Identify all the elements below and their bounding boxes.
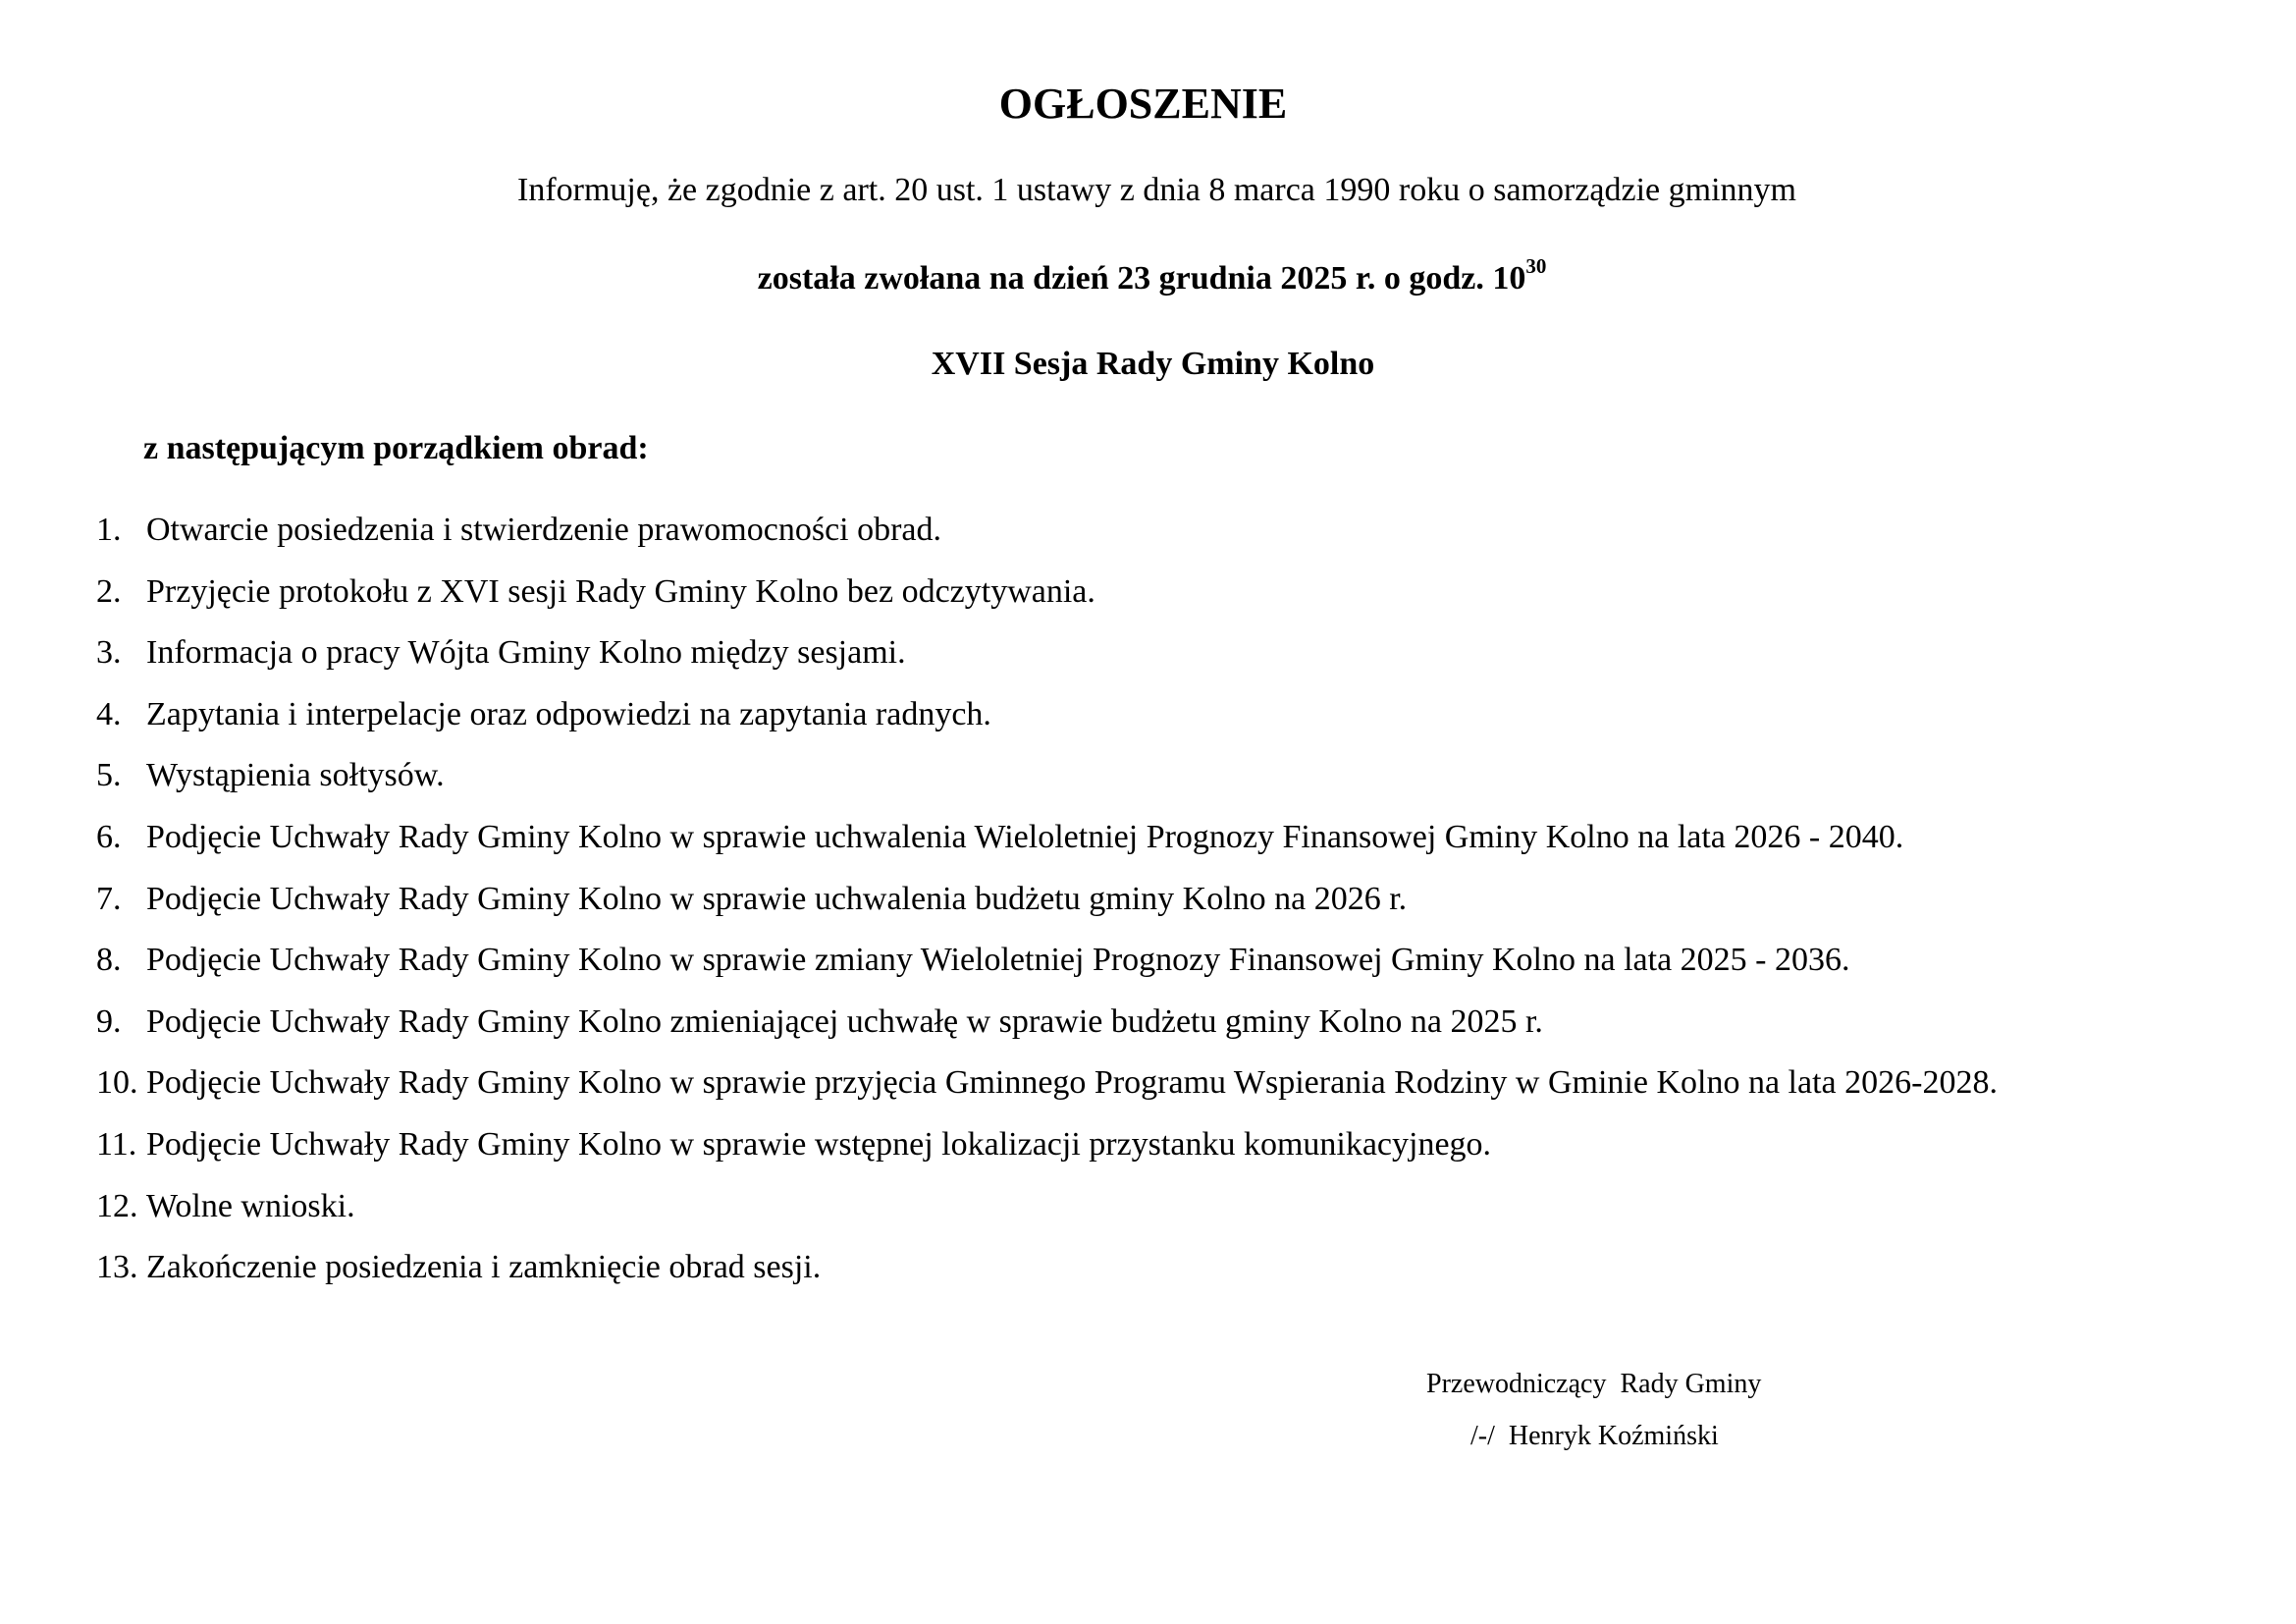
session-time-minutes: 30 [1525,253,1547,278]
agenda-item-text: Wystąpienia sołtysów. [146,757,445,794]
signature-name: /-/ Henryk Koźmiński [1470,1421,1719,1451]
agenda-item-number: 6. [96,818,122,855]
agenda-item-number: 9. [96,1002,122,1040]
session-date-text: została zwołana na dzień 23 grudnia 2025 r. o godz. 10 [757,260,1526,297]
legal-basis-line: Informuję, że zgodnie z art. 20 ust. 1 ustawy z dnia 8 marca 1990 roku o samorządzie gminnym [517,172,1796,208]
agenda-item-number: 8. [96,942,122,979]
agenda-item-number: 11. [96,1125,137,1163]
agenda-item-text: Wolne wnioski. [146,1187,355,1224]
signature-role: Przewodniczący Rady Gminy [1426,1369,1762,1399]
agenda-item-text: Podjęcie Uchwały Rady Gminy Kolno w sprawie uchwalenia budżetu gminy Kolno na 2026 r. [146,880,1408,917]
agenda-item-number: 3. [96,634,122,672]
agenda-item-text: Podjęcie Uchwały Rady Gminy Kolno w sprawie uchwalenia Wieloletniej Prognozy Finansowej Gminy Kolno na lata 2026 - 2040. [146,818,1904,855]
agenda-item-text: Otwarcie posiedzenia i stwierdzenie prawomocności obrad. [146,512,942,548]
session-name: XVII Sesja Rady Gminy Kolno [931,346,1375,382]
agenda-item-text: Informacja o pracy Wójta Gminy Kolno między sesjami. [146,634,906,672]
agenda-item-text: Podjęcie Uchwały Rady Gminy Kolno w sprawie wstępnej lokalizacji przystanku komunikacyjnego. [146,1125,1492,1163]
agenda-item-number: 4. [96,695,122,732]
agenda-intro: z następującym porządkiem obrad: [143,430,649,466]
document-title: OGŁOSZENIE [998,80,1288,128]
agenda-item-text: Zakończenie posiedzenia i zamknięcie obrad sesji. [146,1249,822,1286]
session-date-line [4,253,2296,297]
agenda-item-text: Podjęcie Uchwały Rady Gminy Kolno zmieniającej uchwałę w sprawie budżetu gminy Kolno na 2025 r. [146,1002,1543,1040]
agenda-item-text: Zapytania i interpelacje oraz odpowiedzi na zapytania radnych. [146,695,991,732]
agenda-item-number: 5. [96,757,122,794]
agenda-item-number: 7. [96,880,122,917]
agenda-item-text: Podjęcie Uchwały Rady Gminy Kolno w sprawie zmiany Wieloletniej Prognozy Finansowej Gminy Kolno na lata 2025 - 2036. [146,942,1850,979]
agenda-item-number: 1. [96,512,122,548]
agenda-item-text: Podjęcie Uchwały Rady Gminy Kolno w sprawie przyjęcia Gminnego Programu Wspierania Rodziny w Gminie Kolno na lata 2026-2028. [146,1064,1998,1102]
agenda-item-number: 10. [96,1064,138,1102]
agenda-item-text: Przyjęcie protokołu z XVI sesji Rady Gminy Kolno bez odczytywania. [146,572,1095,610]
agenda-item-number: 12. [96,1187,138,1224]
agenda-item-number: 13. [96,1249,138,1286]
agenda-item-number: 2. [96,572,122,610]
